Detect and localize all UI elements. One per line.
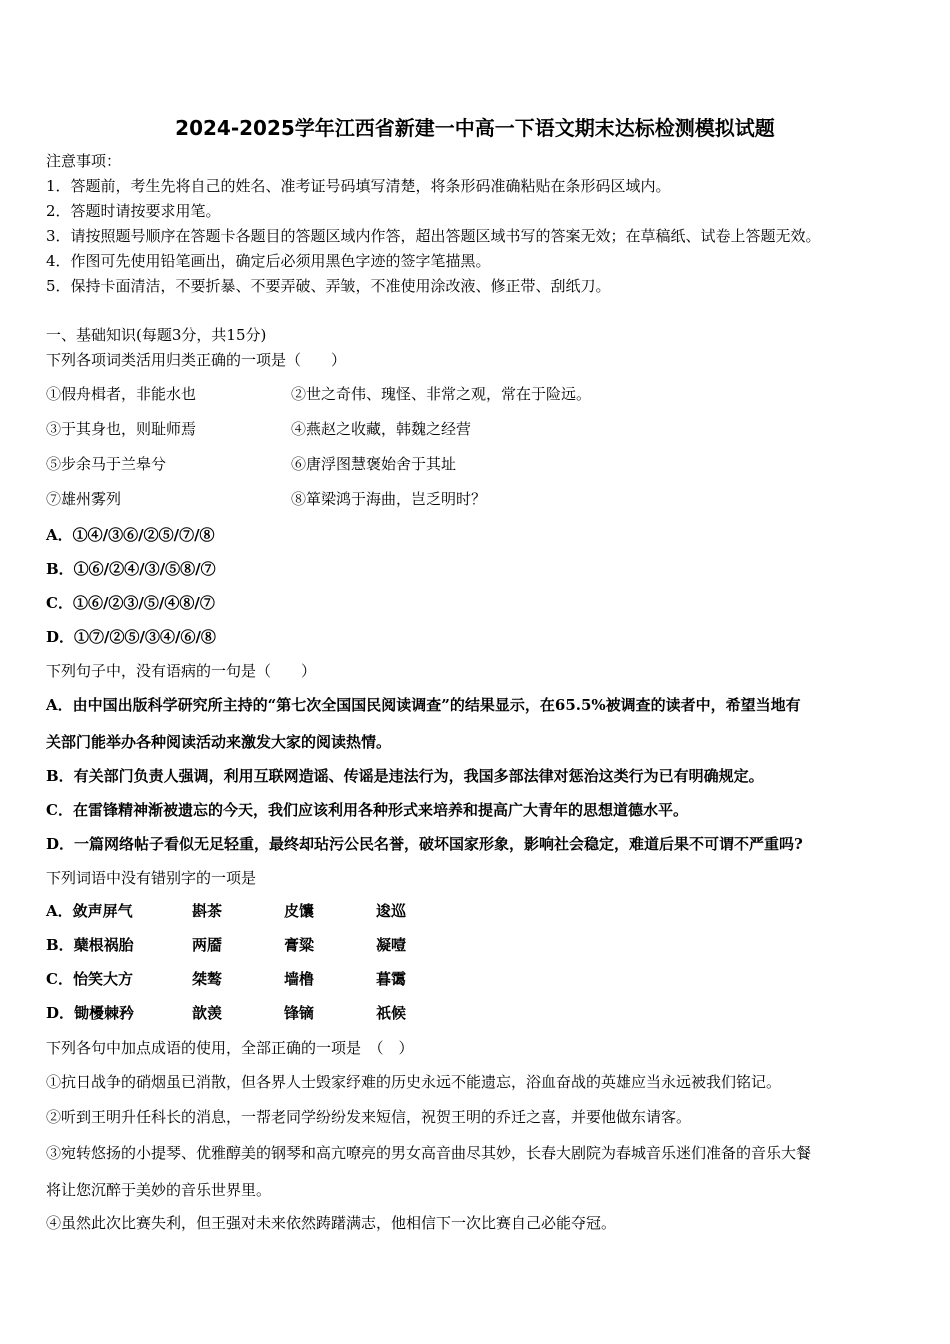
q4-sentence-2: ②听到王明升任科长的消息，一帮老同学纷纷发来短信，祝贺王明的乔迁之喜，并要他做东请客。 bbox=[46, 1108, 692, 1126]
question-2-stem: 下列句子中，没有语病的一句是（ ） bbox=[46, 662, 317, 680]
q1-item: ⑧箪梁鸿于海曲，岂乏明时？ bbox=[291, 490, 487, 508]
q3-word: 歆羡 bbox=[192, 1004, 223, 1022]
q1-option-d: D．①⑦/②⑤/③④/⑥/⑧ bbox=[46, 628, 216, 646]
q3-word: 墙橹 bbox=[284, 970, 315, 988]
notice-item: 5．保持卡面清洁，不要折暴、不要弄破、弄皱，不准使用涂改液、修正带、刮纸刀。 bbox=[46, 277, 611, 295]
notice-item: 1．答题前，考生先将自己的姓名、准考证号码填写清楚，将条形码准确粘贴在条形码区域内。 bbox=[46, 177, 671, 195]
q2-option-d: D．一篇网络帖子看似无足轻重，最终却玷污公民名誉，破坏国家形象，影响社会稳定，难道后果不可谓不严重吗? bbox=[46, 835, 803, 853]
q1-item: ②世之奇伟、瑰怪、非常之观，常在于险远。 bbox=[291, 385, 592, 403]
q4-sentence-3-cont: 将让您沉醉于美妙的音乐世界里。 bbox=[46, 1181, 272, 1199]
question-4-stem: 下列各句中加点成语的使用，全部正确的一项是 （ ） bbox=[46, 1039, 414, 1057]
q4-sentence-4: ④虽然此次比赛失利，但王强对未来依然踌躇满志，他相信下一次比赛自己必能夺冠。 bbox=[46, 1214, 617, 1232]
notice-item: 4．作图可先使用铅笔画出，确定后必须用黑色字迹的签字笔描黑。 bbox=[46, 252, 491, 270]
q2-option-c: C．在雷锋精神渐被遗忘的今天，我们应该利用各种形式来培养和提高广大青年的思想道德水平。 bbox=[46, 801, 688, 819]
q3-word: 暮霭 bbox=[376, 970, 407, 988]
q3-word: D．锄櫌棘矜 bbox=[46, 1004, 135, 1022]
q3-word: 皮馕 bbox=[284, 902, 315, 920]
q1-item: ①假舟楫者，非能水也 bbox=[46, 385, 197, 403]
q3-word: B．蘖根祸胎 bbox=[46, 936, 134, 954]
q1-item: ⑦雄州雾列 bbox=[46, 490, 122, 508]
question-3-stem: 下列词语中没有错别字的一项是 bbox=[46, 869, 257, 887]
q3-word: 祇候 bbox=[376, 1004, 407, 1022]
q2-option-a-cont: 关部门能举办各种阅读活动来激发大家的阅读热情。 bbox=[46, 733, 392, 751]
q1-item: ③于其身也，则耻师焉 bbox=[46, 420, 197, 438]
section-heading: 一、基础知识(每题3分，共15分) bbox=[46, 326, 267, 344]
q3-word: 逡巡 bbox=[376, 902, 407, 920]
q1-option-a: A．①④/③⑥/②⑤/⑦/⑧ bbox=[46, 526, 215, 544]
notice-heading: 注意事项： bbox=[46, 152, 122, 170]
q1-item: ⑤步余马于兰皋兮 bbox=[46, 455, 167, 473]
q3-word: 锋镝 bbox=[284, 1004, 315, 1022]
q2-option-a: A．由中国出版科学研究所主持的“第七次全国国民阅读调查”的结果显示，在65.5%被调查的读者中，希望当地有 bbox=[46, 696, 801, 714]
q3-word: 膏粱 bbox=[284, 936, 315, 954]
q1-item: ⑥唐浮图慧褒始舍于其址 bbox=[291, 455, 457, 473]
q4-sentence-3: ③宛转悠扬的小提琴、优雅醇美的钢琴和高亢嘹亮的男女高音曲尽其妙，长春大剧院为春城音乐迷们准备的音乐大餐 bbox=[46, 1144, 812, 1162]
q3-word: C．怡笑大方 bbox=[46, 970, 133, 988]
q1-option-c: C．①⑥/②③/⑤/④⑧/⑦ bbox=[46, 594, 215, 612]
q3-word: 两靥 bbox=[192, 936, 223, 954]
q3-word: 凝噎 bbox=[376, 936, 407, 954]
question-1-stem: 下列各项词类活用归类正确的一项是（ ） bbox=[46, 351, 347, 369]
q3-word: 斟茶 bbox=[192, 902, 223, 920]
notice-item: 2．答题时请按要求用笔。 bbox=[46, 202, 221, 220]
q3-word: 桀骜 bbox=[192, 970, 223, 988]
q1-item: ④燕赵之收藏，韩魏之经营 bbox=[291, 420, 472, 438]
q3-word: A．敛声屏气 bbox=[46, 902, 133, 920]
q4-sentence-1: ①抗日战争的硝烟虽已消散，但各界人士毁家纾难的历史永远不能遗忘，浴血奋战的英雄应当永远被我们铭记。 bbox=[46, 1073, 782, 1091]
notice-item: 3．请按照题号顺序在答题卡各题目的答题区域内作答，超出答题区域书写的答案无效；在草稿纸、试卷上答题无效。 bbox=[46, 227, 821, 245]
page-title: 2024-2025学年江西省新建一中高一下语文期末达标检测模拟试题 bbox=[175, 116, 775, 140]
q1-option-b: B．①⑥/②④/③/⑤⑧/⑦ bbox=[46, 560, 216, 578]
q2-option-b: B．有关部门负责人强调，利用互联网造谣、传谣是违法行为，我国多部法律对惩治这类行为已有明确规定。 bbox=[46, 767, 764, 785]
